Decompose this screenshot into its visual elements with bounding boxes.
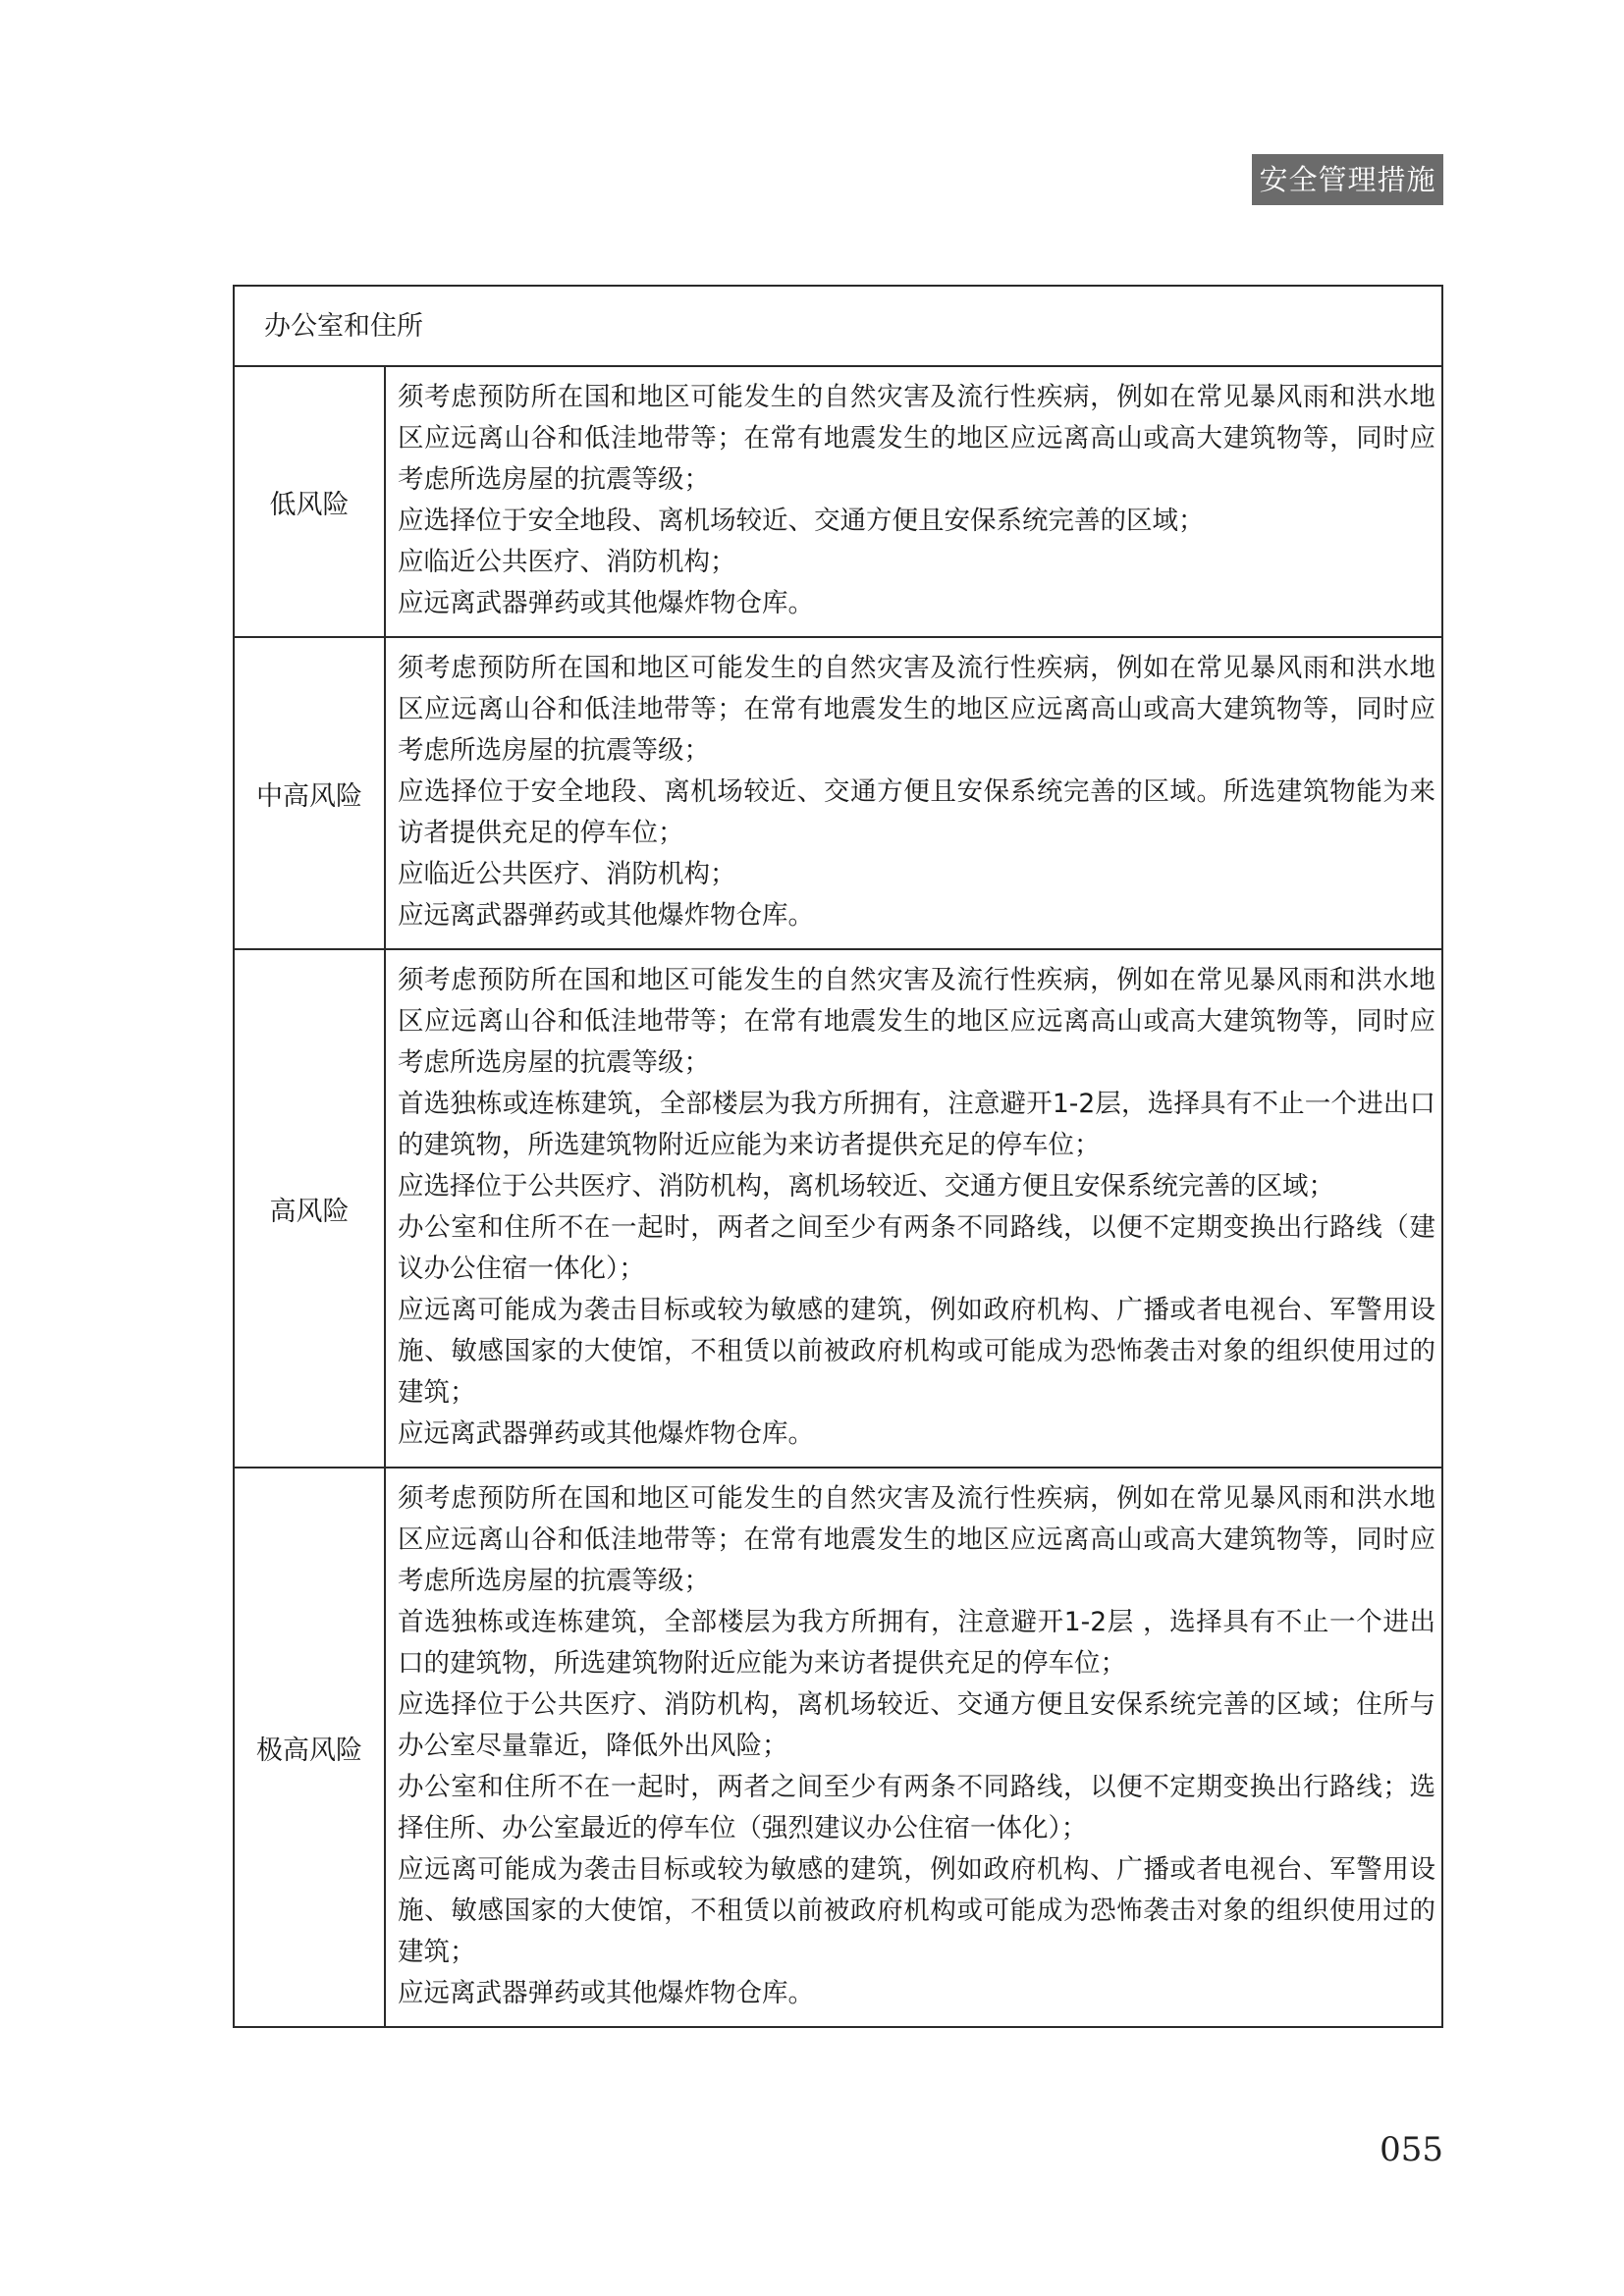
measure-item: 应远离可能成为袭击目标或较为敏感的建筑，例如政府机构、广播或者电视台、军警用设施、敏感国家的大使馆，不租赁以前被政府机构或可能成为恐怖袭击对象的组织使用过的建筑； [398,1295,1435,1408]
measure-item: 办公室和住所不在一起时，两者之间至少有两条不同路线，以便不定期变换出行路线（建议办公住宿一体化）； [398,1212,1435,1284]
measure-item: 应选择位于安全地段、离机场较近、交通方便且安保系统完善的区域； [398,506,1205,536]
measure-item: 办公室和住所不在一起时，两者之间至少有两条不同路线，以便不定期变换出行路线；选择住所、办公室最近的停车位（强烈建议办公住宿一体化）； [398,1772,1435,1843]
measure-item: 应选择位于安全地段、离机场较近、交通方便且安保系统完善的区域。所选建筑物能为来访者提供充足的停车位； [398,776,1435,848]
measure-item: 应远离武器弹药或其他爆炸物仓库。 [398,1418,814,1449]
section-tag: 安全管理措施 [1252,154,1443,205]
page-number: 055 [1380,2130,1443,2169]
measure-item: 首选独栋或连栋建筑，全部楼层为我方所拥有，注意避开1-2层 ，选择具有不止一个进出口的建筑物，所选建筑物附近应能为来访者提供充足的停车位； [398,1607,1435,1679]
risk-measures-content [386,367,1441,636]
measure-item: 须考虑预防所在国和地区可能发生的自然灾害及流行性疾病，例如在常见暴风雨和洪水地区应远离山谷和低洼地带等；在常有地震发生的地区应远离高山或高大建筑物等，同时应考虑所选房屋的抗震等级； [398,653,1435,766]
measure-item: 首选独栋或连栋建筑，全部楼层为我方所拥有，注意避开1-2层，选择具有不止一个进出口的建筑物，所选建筑物附近应能为来访者提供充足的停车位； [398,1089,1435,1160]
risk-measures-table [233,285,1443,2028]
measure-item: 应选择位于公共医疗、消防机构，离机场较近、交通方便且安保系统完善的区域； [398,1171,1334,1201]
risk-level-label: 中高风险 [235,638,386,948]
risk-measures-content [386,638,1441,948]
measure-item: 应远离可能成为袭击目标或较为敏感的建筑，例如政府机构、广播或者电视台、军警用设施、敏感国家的大使馆，不租赁以前被政府机构或可能成为恐怖袭击对象的组织使用过的建筑； [398,1854,1435,1967]
table-row [235,950,1441,1468]
table-row [235,1468,1441,2026]
table-row [235,638,1441,950]
table-row [235,367,1441,638]
measure-item: 应远离武器弹药或其他爆炸物仓库。 [398,588,814,618]
measure-item: 须考虑预防所在国和地区可能发生的自然灾害及流行性疾病，例如在常见暴风雨和洪水地区应远离山谷和低洼地带等；在常有地震发生的地区应远离高山或高大建筑物等，同时应考虑所选房屋的抗震等级； [398,1483,1435,1596]
risk-measures-content [386,1468,1441,2026]
measure-item: 应远离武器弹药或其他爆炸物仓库。 [398,900,814,931]
measure-item: 应临近公共医疗、消防机构； [398,547,736,577]
risk-level-label: 极高风险 [235,1468,386,2026]
measure-item: 须考虑预防所在国和地区可能发生的自然灾害及流行性疾病，例如在常见暴风雨和洪水地区应远离山谷和低洼地带等；在常有地震发生的地区应远离高山或高大建筑物等，同时应考虑所选房屋的抗震等级； [398,965,1435,1078]
measure-item: 应远离武器弹药或其他爆炸物仓库。 [398,1978,814,2008]
measure-item: 须考虑预防所在国和地区可能发生的自然灾害及流行性疾病，例如在常见暴风雨和洪水地区应远离山谷和低洼地带等；在常有地震发生的地区应远离高山或高大建筑物等，同时应考虑所选房屋的抗震等级； [398,382,1435,495]
risk-level-label: 低风险 [235,367,386,636]
table-header: 办公室和住所 [235,287,1441,367]
measure-item: 应选择位于公共医疗、消防机构，离机场较近、交通方便且安保系统完善的区域；住所与办公室尽量靠近，降低外出风险； [398,1689,1435,1761]
risk-measures-content [386,950,1441,1467]
measure-item: 应临近公共医疗、消防机构； [398,859,736,889]
risk-level-label: 高风险 [235,950,386,1467]
